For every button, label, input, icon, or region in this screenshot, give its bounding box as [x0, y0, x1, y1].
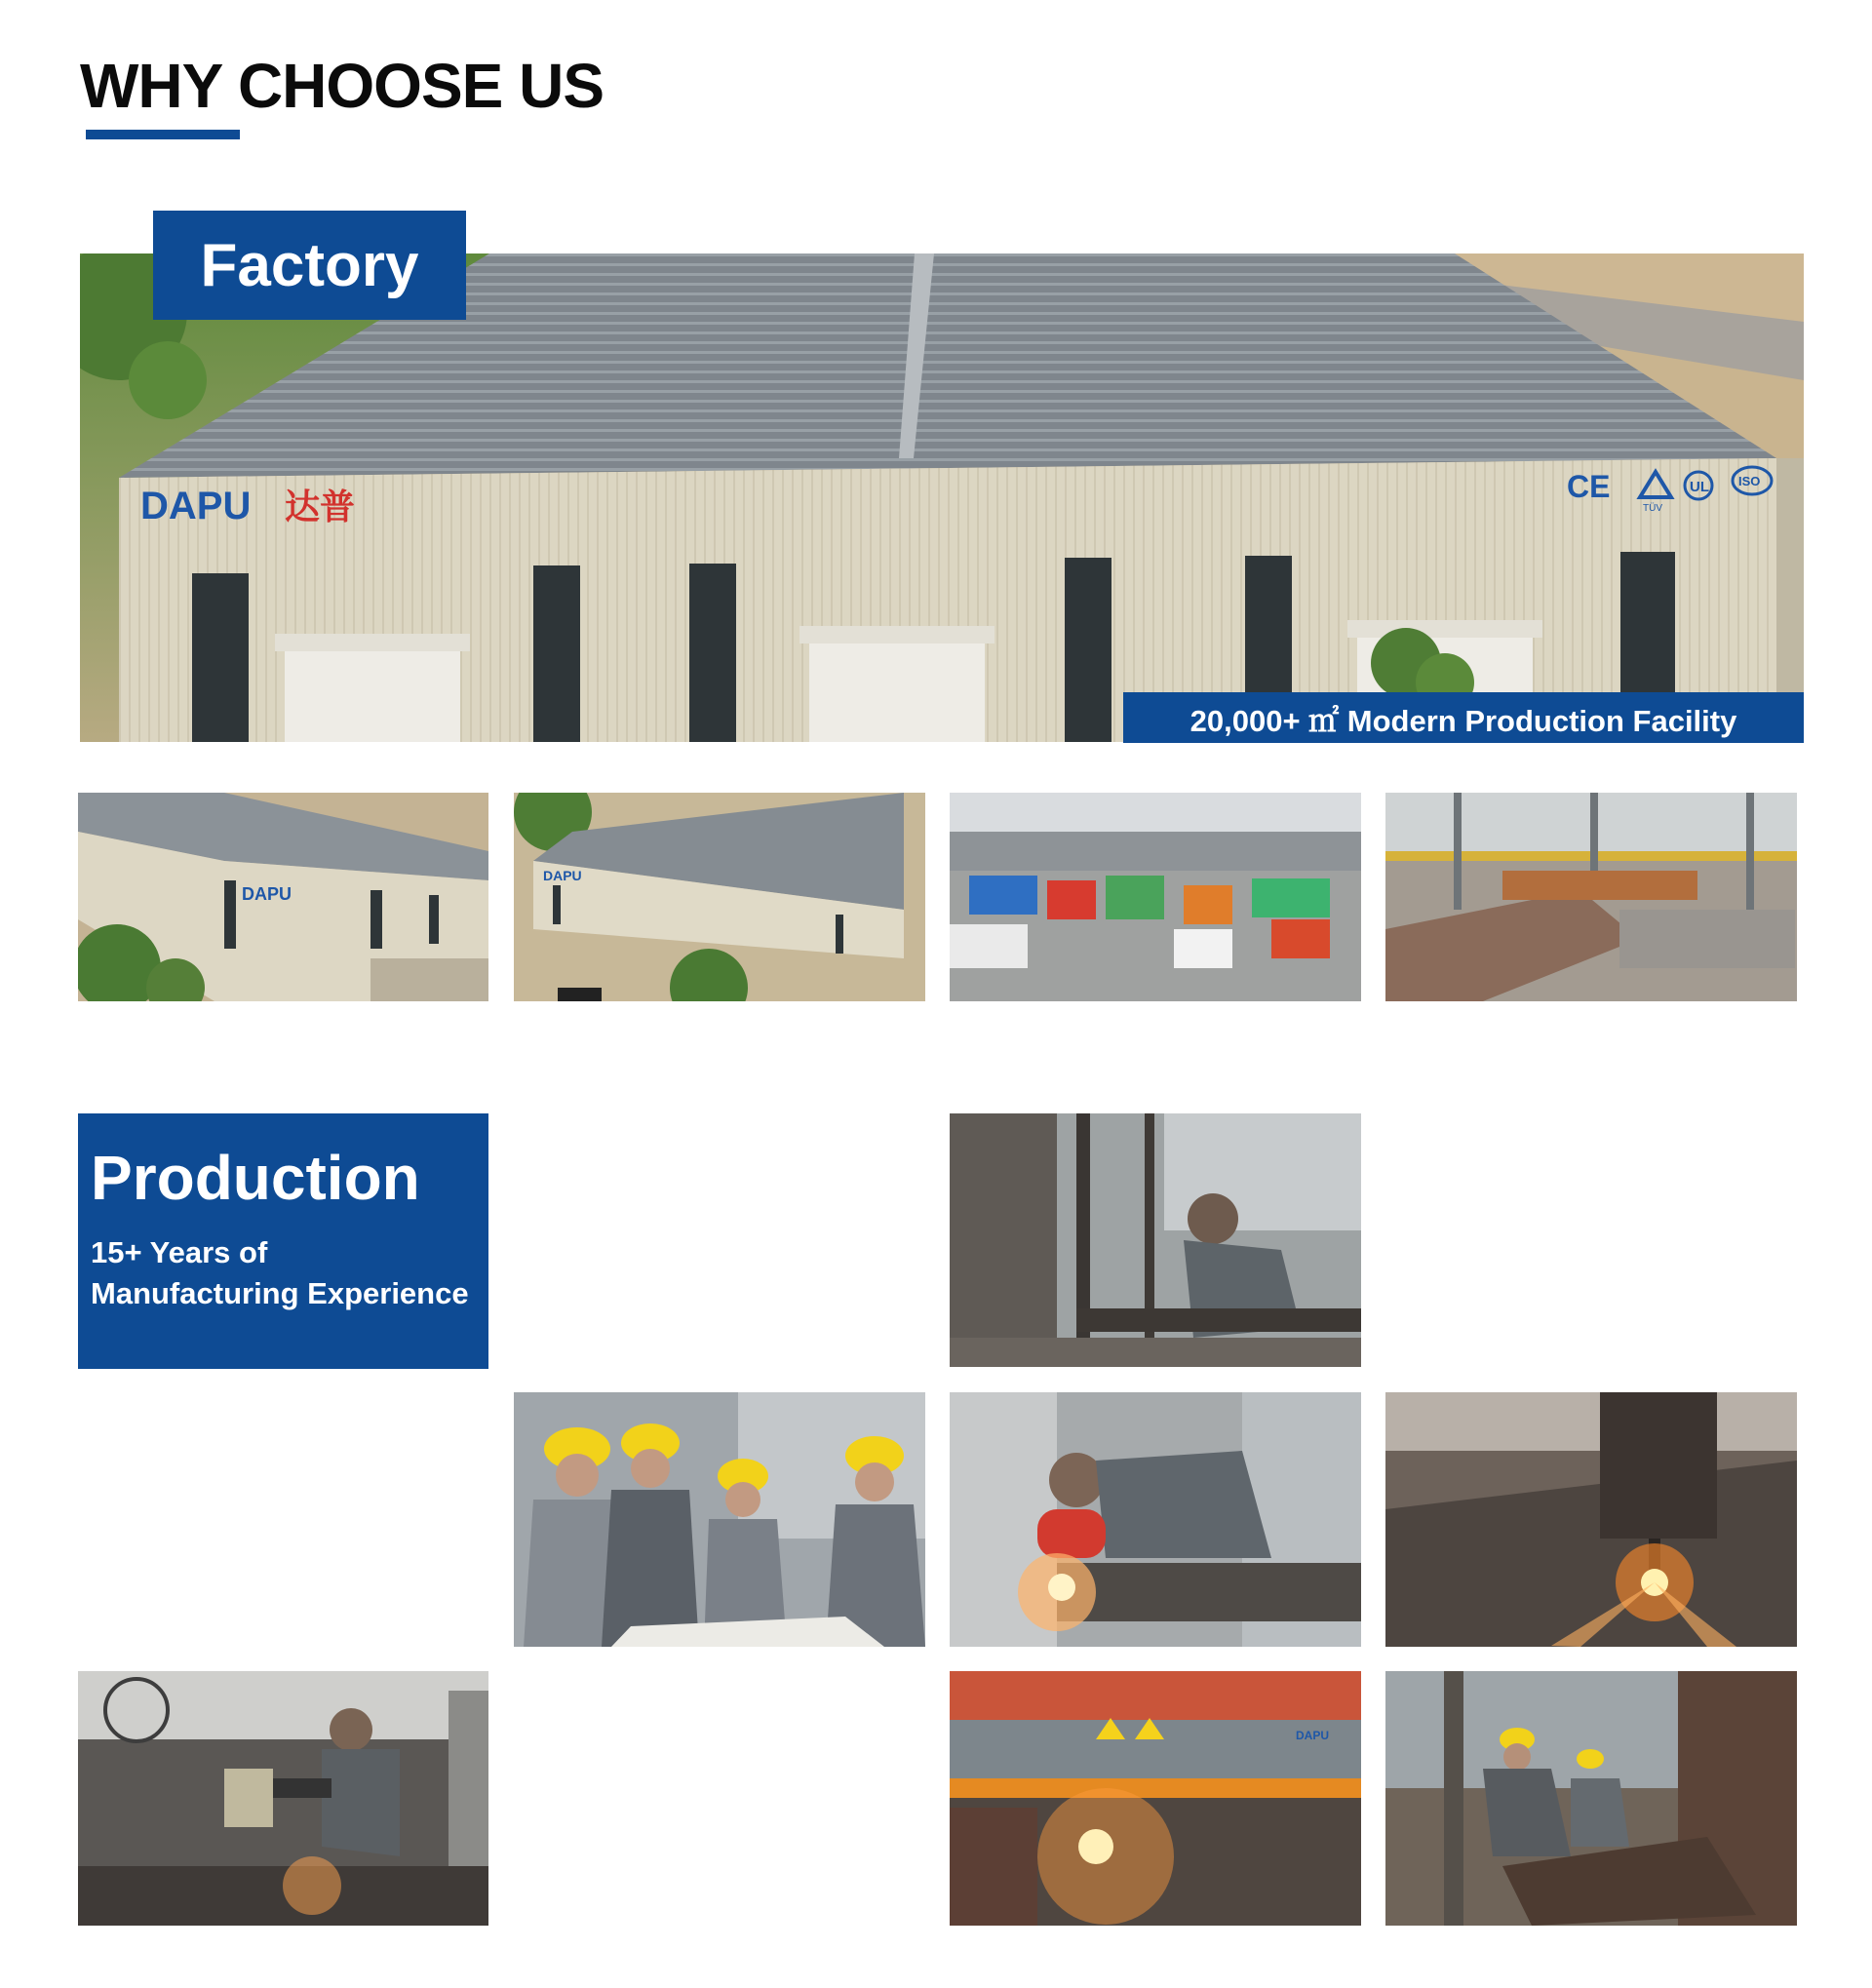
plasma-cutting-photo[interactable]: [1385, 1392, 1797, 1647]
factory-aerial-right-photo[interactable]: [514, 793, 925, 1001]
workshop-interior-equipment-photo[interactable]: [950, 793, 1361, 1001]
production-subtitle-line2: Manufacturing Experience: [91, 1276, 469, 1311]
production-subtitle: [91, 1232, 481, 1316]
factory-aerial-left-photo[interactable]: [78, 793, 488, 1001]
title-underline: [86, 130, 240, 139]
cert-tuv-mark: TÜV: [1643, 503, 1662, 514]
welder-at-bench-photo[interactable]: [950, 1113, 1361, 1367]
cert-iso-mark: ISO: [1738, 474, 1761, 488]
automated-cutting-machine-photo[interactable]: [950, 1671, 1361, 1926]
production-subtitle-line1: 15+ Years of: [91, 1234, 268, 1269]
factory-hero-photo: [80, 253, 1804, 742]
cert-ce-mark: CE: [1567, 469, 1611, 504]
factory-brand-sign-cn: 达普: [285, 487, 356, 527]
production-label: Production: [91, 1143, 420, 1213]
frame-assembly-workers-photo[interactable]: [1385, 1671, 1797, 1926]
factory-caption: 20,000+ ㎡ Modern Production Facility: [1123, 692, 1804, 743]
section-title: WHY CHOOSE US: [80, 51, 604, 121]
factory-brand-sign: DAPU: [140, 485, 252, 527]
factory-label: Factory: [153, 211, 466, 320]
angle-grinder-worker-photo[interactable]: [950, 1392, 1361, 1647]
floor-grinding-worker-photo[interactable]: [78, 1671, 488, 1926]
cert-ul-mark: UL: [1690, 479, 1709, 495]
svg-text:DAPU: DAPU: [1296, 1729, 1330, 1742]
svg-text:DAPU: DAPU: [543, 868, 582, 883]
workshop-interior-steel-photo[interactable]: [1385, 793, 1797, 1001]
production-label-block: [78, 1113, 488, 1369]
engineers-reviewing-plans-photo[interactable]: [514, 1392, 925, 1647]
svg-text:DAPU: DAPU: [242, 884, 292, 904]
